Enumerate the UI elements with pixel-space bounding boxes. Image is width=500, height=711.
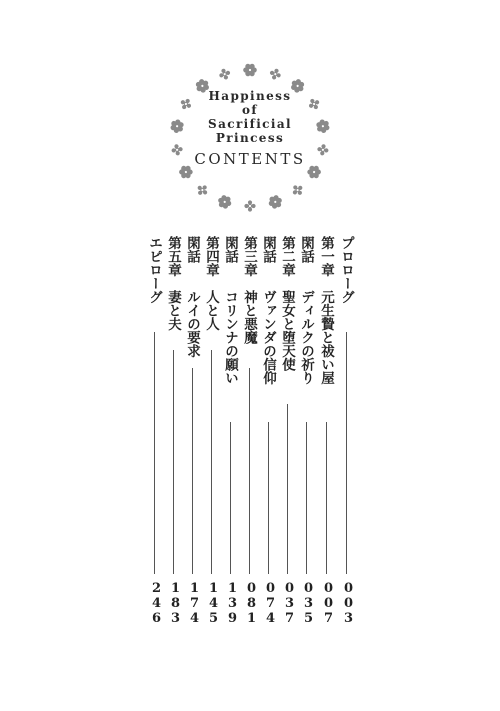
toc-chapter-label: 第四章: [203, 236, 219, 277]
toc-page-number: 145: [206, 581, 221, 626]
toc-page-number: 003: [341, 581, 356, 626]
toc-entry[interactable]: [164, 236, 182, 626]
toc-subtitle: 聖女と堕天使: [279, 290, 295, 371]
toc-leader-line: [230, 422, 231, 574]
toc-chapter-label: 閑話: [222, 236, 238, 263]
contents-heading: CONTENTS: [194, 150, 306, 168]
toc-page-number: 074: [263, 581, 278, 626]
toc-page-number: 174: [187, 581, 202, 626]
flower-ornament-icon: [268, 67, 282, 81]
toc-entry[interactable]: [317, 236, 335, 626]
toc-leader-line: [287, 404, 288, 574]
toc-entry[interactable]: [183, 236, 201, 626]
toc-subtitle: 神と悪魔: [241, 290, 257, 344]
toc-subtitle: ヴァンダの信仰: [260, 290, 276, 385]
toc-leader-line: [173, 350, 174, 574]
toc-chapter-label: プロローグ: [338, 236, 354, 304]
toc-subtitle: 人と人: [203, 290, 219, 331]
toc-subtitle: ディルクの祈り: [298, 290, 314, 385]
toc-entry[interactable]: [337, 236, 355, 626]
toc-chapter-label: 第一章: [318, 236, 334, 277]
toc-leader-line: [326, 422, 327, 574]
book-title-line-1: Happiness: [208, 89, 292, 103]
title-emblem: [0, 0, 500, 230]
flower-ornament-icon: [216, 194, 233, 210]
toc-leader-line: [268, 422, 269, 574]
book-title-line-2: of: [242, 103, 258, 117]
flower-ornament-icon: [195, 182, 211, 198]
toc-leader-line: [211, 350, 212, 574]
toc-entry[interactable]: [259, 236, 277, 626]
toc-entry[interactable]: [202, 236, 220, 626]
toc-chapter-label: 第五章: [165, 236, 181, 277]
toc-leader-line: [306, 422, 307, 574]
toc-chapter-label: 閑話: [298, 236, 314, 263]
toc-subtitle: ルイの要求: [184, 290, 200, 358]
book-title-line-3: Sacrificial: [208, 117, 292, 131]
toc-entry[interactable]: [145, 236, 163, 626]
toc-page-number: 007: [321, 581, 336, 626]
toc-page-number: 246: [149, 581, 164, 626]
toc-leader-line: [346, 332, 347, 574]
flower-ornament-icon: [267, 194, 284, 210]
toc-leader-line: [154, 332, 155, 574]
toc-page-number: 183: [168, 581, 183, 626]
toc-entry[interactable]: [240, 236, 258, 626]
book-title-line-4: Princess: [215, 131, 285, 145]
toc-chapter-label: 閑話: [260, 236, 276, 263]
toc-entry[interactable]: [278, 236, 296, 626]
toc-page-number: 037: [282, 581, 297, 626]
toc-chapter-label: 閑話: [184, 236, 200, 263]
toc-leader-line: [249, 368, 250, 574]
toc-chapter-label: 第二章: [279, 236, 295, 277]
toc-page-number: 081: [244, 581, 259, 626]
toc-entry[interactable]: [221, 236, 239, 626]
flower-ornament-icon: [218, 67, 232, 81]
toc-subtitle: コリンナの願い: [222, 290, 238, 385]
toc-page-number: 035: [301, 581, 316, 626]
toc-entry[interactable]: [297, 236, 315, 626]
flower-ornament-icon: [243, 64, 257, 76]
toc-chapter-label: 第三章: [241, 236, 257, 277]
toc-subtitle: 妻と夫: [165, 290, 181, 331]
flower-ornament-icon: [244, 200, 255, 211]
flower-ornament-icon: [290, 182, 306, 198]
toc-page-number: 139: [225, 581, 240, 626]
toc-chapter-label: エピローグ: [146, 236, 162, 304]
toc-subtitle: 元生贄と祓い屋: [318, 290, 334, 385]
toc-leader-line: [192, 368, 193, 574]
